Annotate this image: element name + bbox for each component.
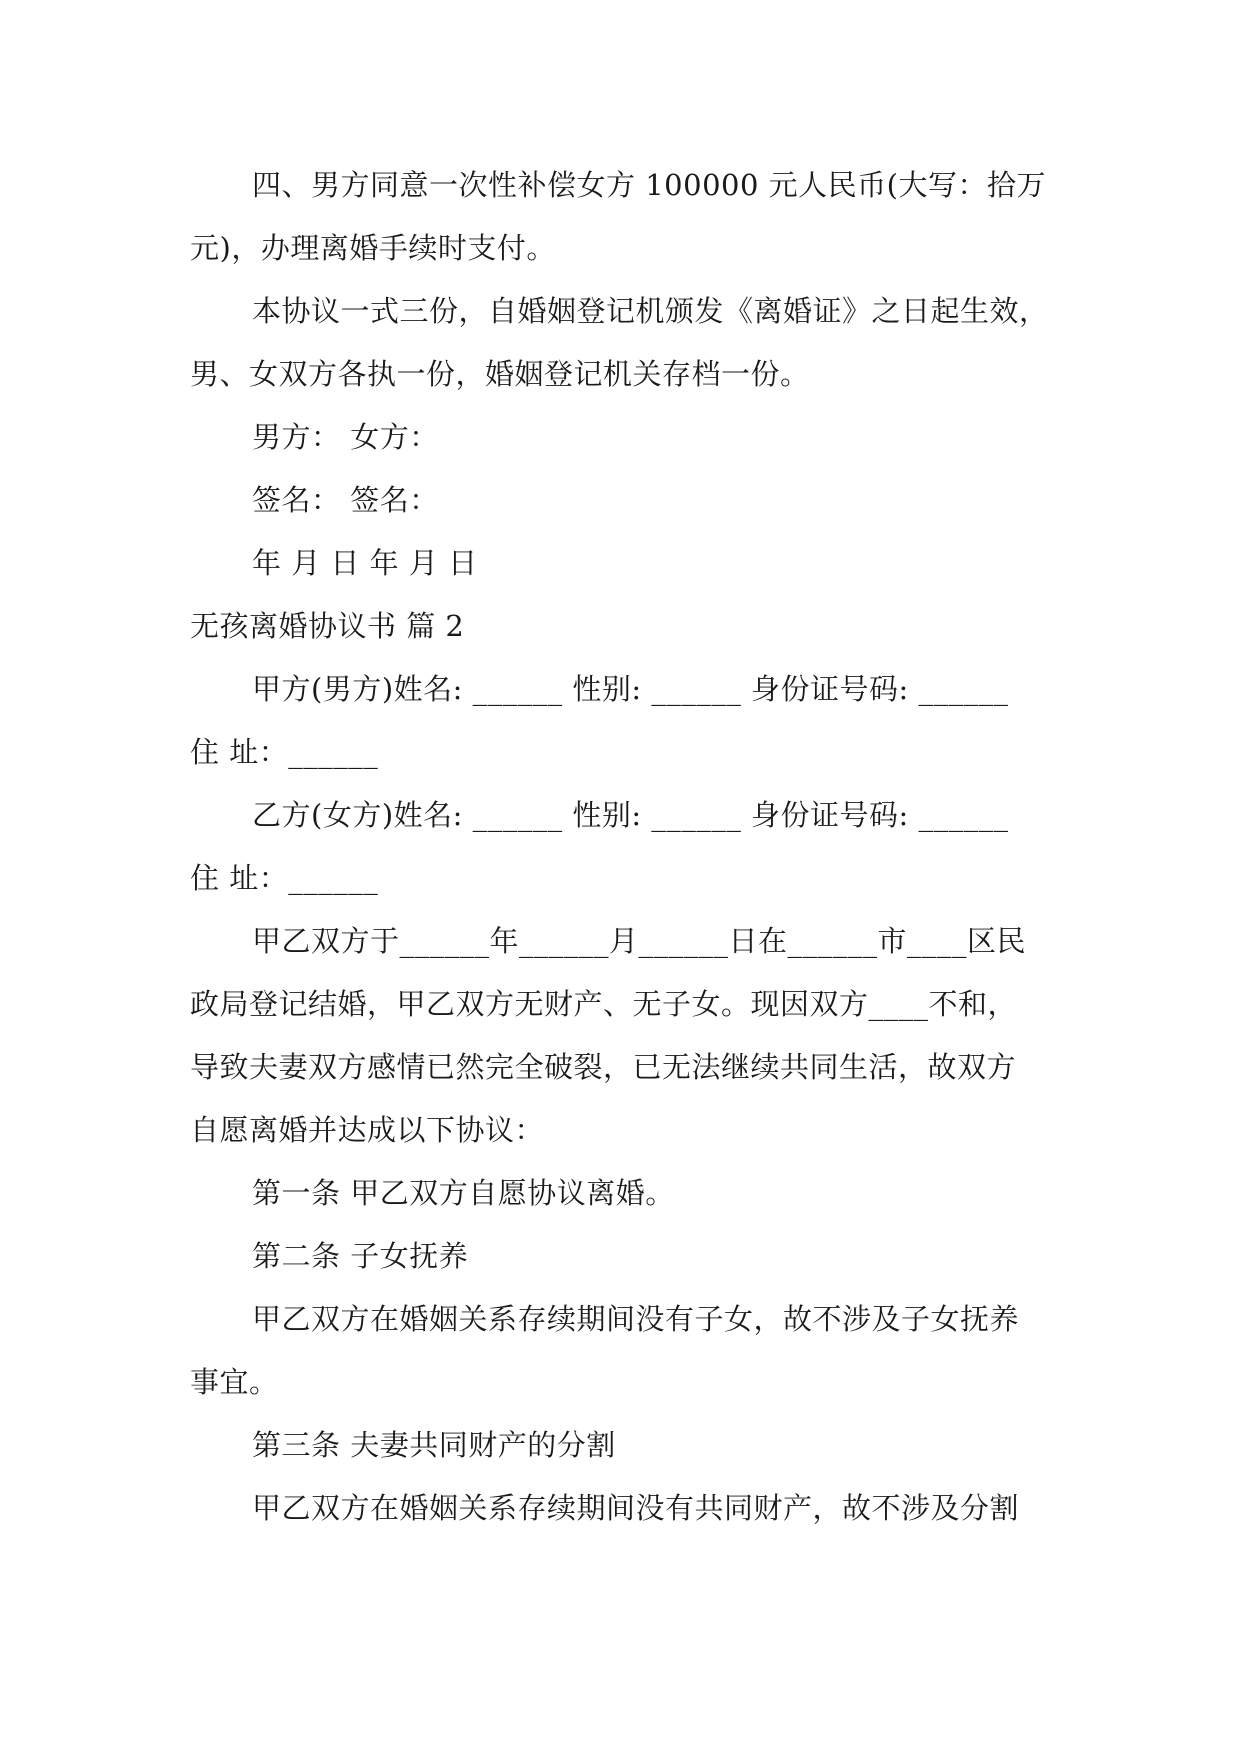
article-2-heading: 第二条 子女抚养 <box>252 1239 469 1273</box>
party-b-address: 住 址：______ <box>190 861 379 895</box>
party-a-info: 甲方(男方)姓名: ______ 性别: ______ 身份证号码: ______ <box>252 672 1009 706</box>
signature-line: 签名： 签名： <box>252 483 439 517</box>
signatory-parties: 男方： 女方： <box>252 420 439 454</box>
paragraph-marriage-line4: 自愿离婚并达成以下协议： <box>190 1113 545 1147</box>
article-2-body-line2: 事宜。 <box>190 1365 279 1399</box>
article-3-body-line1: 甲乙双方在婚姻关系存续期间没有共同财产，故不涉及分割 <box>252 1491 1020 1525</box>
paragraph-marriage-line3: 导致夫妻双方感情已然完全破裂，已无法继续共同生活，故双方 <box>190 1050 1017 1084</box>
paragraph-marriage-line2: 政局登记结婚，甲乙双方无财产、无子女。现因双方____不和， <box>190 987 1018 1021</box>
article-3-heading: 第三条 夫妻共同财产的分割 <box>252 1428 616 1462</box>
article-2-body-line1: 甲乙双方在婚姻关系存续期间没有子女，故不涉及子女抚养 <box>252 1302 1020 1336</box>
article-1: 第一条 甲乙双方自愿协议离婚。 <box>252 1176 675 1210</box>
party-b-info: 乙方(女方)姓名: ______ 性别: ______ 身份证号码: ______ <box>252 798 1009 832</box>
paragraph-effective-line1: 本协议一式三份，自婚姻登记机颁发《离婚证》之日起生效， <box>252 294 1049 328</box>
paragraph-compensation-line1: 四、男方同意一次性补偿女方 100000 元人民币(大写：拾万 <box>252 168 1046 202</box>
date-line: 年 月 日 年 月 日 <box>252 546 478 580</box>
paragraph-compensation-line2: 元)，办理离婚手续时支付。 <box>190 231 556 265</box>
paragraph-effective-line2: 男、女双方各执一份，婚姻登记机关存档一份。 <box>190 357 810 391</box>
paragraph-marriage-line1: 甲乙双方于______年______月______日在______市____区民 <box>252 924 1027 958</box>
party-a-address: 住 址：______ <box>190 735 379 769</box>
section-heading: 无孩离婚协议书 篇 2 <box>190 609 465 643</box>
